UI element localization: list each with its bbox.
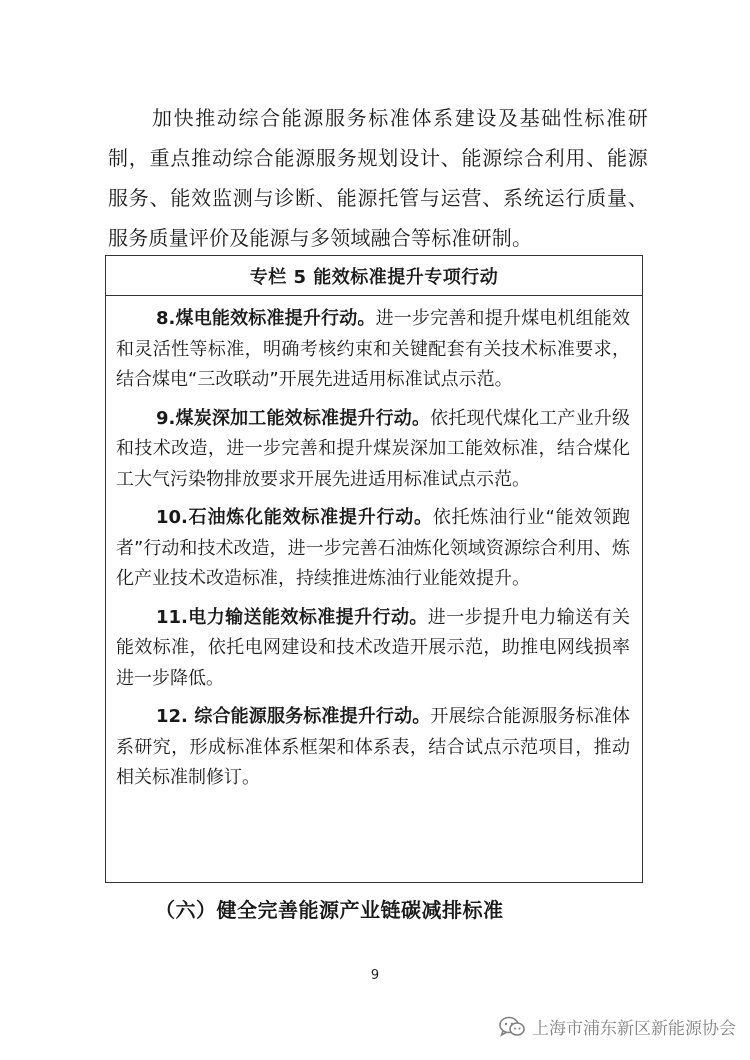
- box-item: [116, 304, 630, 396]
- wechat-icon: [498, 1015, 526, 1039]
- item-lead: 9.煤炭深加工能效标准提升行动。: [156, 407, 431, 429]
- box-item: [116, 503, 630, 595]
- item-text: 依托现代煤化工产业升级和技术改造，进一步完善和提升煤炭深加工能效标准，结合煤化工大气污染物排放要求开展先进适用标准试点示范。: [116, 407, 630, 490]
- item-lead: 11.电力输送能效标准提升行动。: [156, 606, 428, 628]
- item-lead: 12. 综合能源服务标准提升行动。: [156, 706, 431, 727]
- watermark-text: 上海市浦东新区新能源协会: [532, 1019, 736, 1039]
- item-text: 开展综合能源服务标准体系研究，形成标准体系框架和体系表，结合试点示范项目，推动相关标准制修订。: [116, 706, 631, 788]
- box-item: [116, 603, 630, 695]
- box-body: [106, 296, 642, 794]
- box-item: [116, 404, 630, 496]
- item-text: 进一步提升电力输送有关能效标准，依托电网建设和技术改造开展示范，助推电网线损率进一步降低。: [116, 606, 631, 689]
- item-text: 依托炼油行业“能效领跑者”行动和技术改造，进一步完善石油炼化领域资源综合利用、炼化产业技术改造标准，持续推进炼油行业能效提升。: [116, 507, 630, 589]
- intro-paragraph: 加快推动综合能源服务标准体系建设及基础性标准研制，重点推动综合能源服务规划设计、能源综合利用、能源服务、能效监测与诊断、能源托管与运营、系统运行质量、服务质量评价及能源与多领域融合等标准研制。: [108, 106, 648, 250]
- watermark: [498, 1014, 736, 1039]
- section-heading: （六）健全完善能源产业链碳减排标准: [155, 898, 504, 922]
- item-lead: 10.石油炼化能效标准提升行动。: [156, 507, 433, 528]
- item-lead: 8.煤电能效标准提升行动。: [156, 308, 376, 329]
- item-text: 进一步完善和提升煤电机组能效和灵活性等标准，明确考核约束和关键配套有关技术标准要求，结合煤电“三改联动”开展先进适用标准试点示范。: [116, 308, 630, 390]
- box-item: [116, 702, 630, 794]
- box-title: 专栏 5 能效标准提升专项行动: [106, 256, 642, 296]
- column-box: [105, 255, 643, 883]
- page-number: 9: [370, 968, 380, 983]
